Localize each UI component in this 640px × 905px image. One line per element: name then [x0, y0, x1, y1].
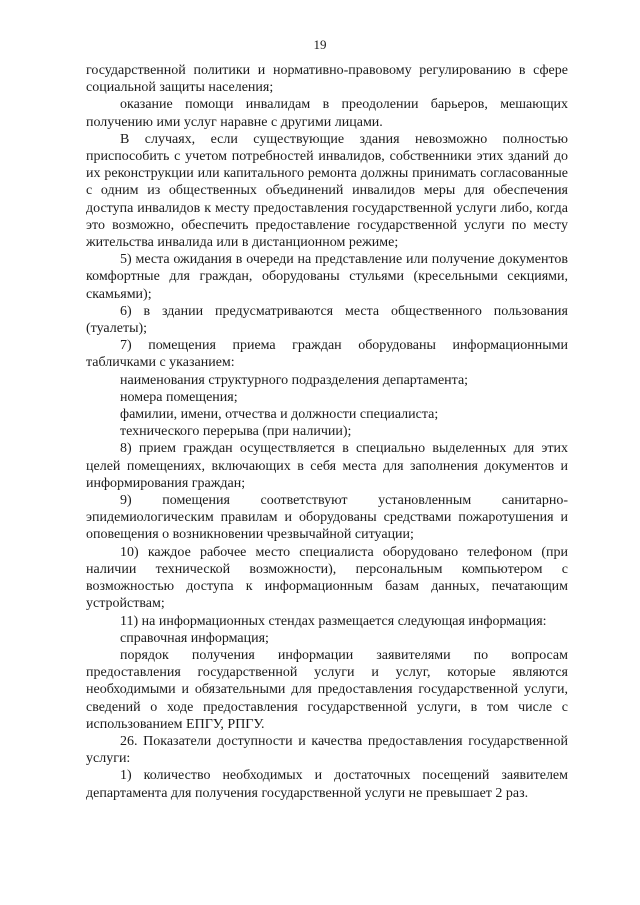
paragraph-item-8: 8) прием граждан осуществляется в специально выделенных для этих целей помещениях, включающих в себя места для заполнения документов и информирования граждан;	[86, 441, 568, 491]
paragraph-item-10: 10) каждое рабочее место специалиста оборудовано телефоном (при наличии технической возможности), персональным компьютером с возможностью доступа к информационным базам данных, печатающим устройствам;	[86, 544, 568, 612]
paragraph-item-5: 5) места ожидания в очереди на представление или получение документов комфортные для граждан, оборудованы стульями (кресельными секциями, скамьями);	[86, 252, 568, 302]
page-number: 19	[313, 37, 327, 52]
paragraph-existing-buildings: В случаях, если существующие здания невозможно полностью приспособить с учетом потребностей инвалидов, собственники этих зданий до их реконструкции или капитального ремонта должны принимать согласованные с одним из общественных объединений инвалидов меры для обеспечения доступа инвалидов к месту предоставления государственной услуги либо, когда это возможно, обеспечить предоставление государственной услуги по месту жительства инвалида или в дистанционном режиме;	[86, 131, 568, 251]
paragraph-item-11: 11) на информационных стендах размещается следующая информация:	[120, 613, 547, 629]
paragraph-item-7: 7) помещения приема граждан оборудованы информационными табличками с указанием:	[86, 338, 568, 371]
paragraph-subitem-break: технического перерыва (при наличии);	[120, 424, 352, 440]
paragraph-subitem-department-name: наименования структурного подразделения департамента;	[120, 372, 469, 388]
paragraph-item-6: 6) в здании предусматриваются места общественного пользования (туалеты);	[86, 303, 568, 337]
document-body	[86, 62, 568, 802]
paragraph-section-26: 26. Показатели доступности и качества предоставления государственной услуги:	[86, 733, 568, 767]
paragraph-section-26-item-1: 1) количество необходимых и достаточных посещений заявителем департамента для получения государственной услуги не превышает 2 раз.	[86, 768, 568, 801]
paragraph-assistance: оказание помощи инвалидам в преодолении барьеров, мешающих получению ими услуг наравне с другими лицами.	[86, 97, 568, 130]
paragraph-subitem-specialist-name: фамилии, имени, отчества и должности специалиста;	[120, 407, 439, 423]
paragraph-item-9: 9) помещения соответствуют установленным санитарно-эпидемиологическим правилам и оборудованы средствами пожаротушения и оповещения о возникновении чрезвычайной ситуации;	[86, 493, 568, 543]
paragraph-subitem-room-number: номера помещения;	[120, 389, 238, 405]
paragraph-subitem-info-procedure: порядок получения информации заявителями по вопросам предоставления государственной услуги и услуг, которые являются необходимыми и обязательными для предоставления государственной услуги, сведений о ходе предоставления государственной услуги, в том числе с использованием ЕПГУ, РПГУ.	[86, 647, 568, 732]
paragraph-continuation: государственной политики и нормативно-правовому регулированию в сфере социальной защиты населения;	[86, 63, 568, 96]
paragraph-subitem-reference-info: справочная информация;	[120, 630, 269, 646]
